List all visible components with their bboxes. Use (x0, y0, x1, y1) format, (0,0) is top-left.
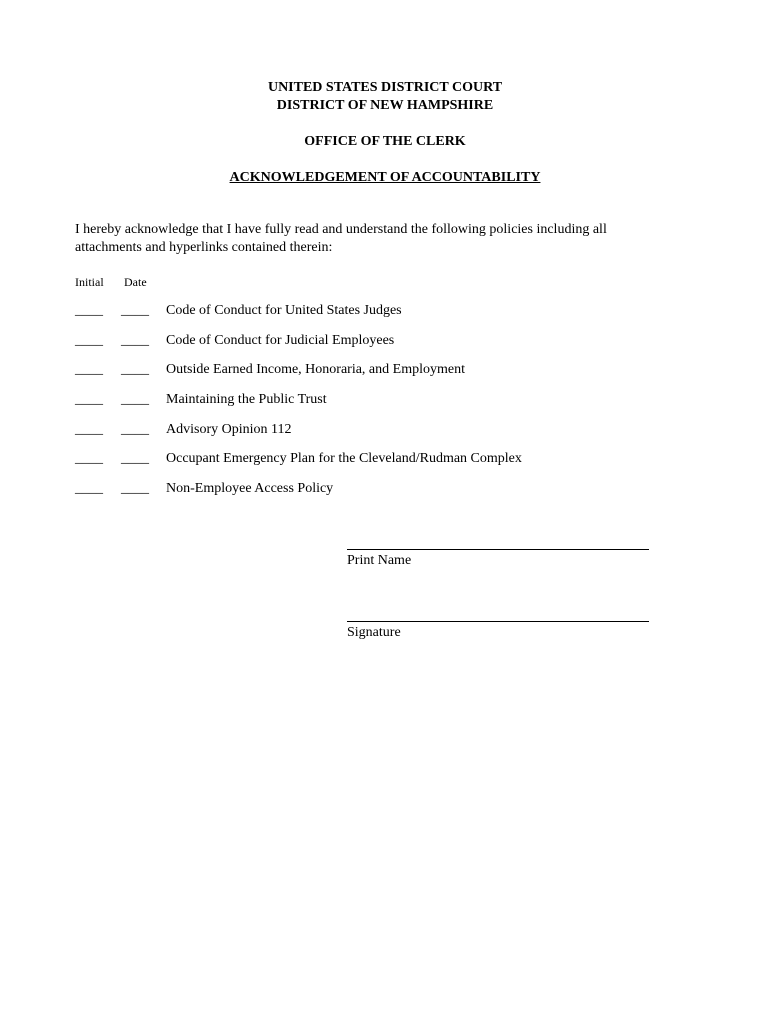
initial-blank[interactable]: ____ (75, 362, 103, 377)
initial-blank[interactable]: ____ (75, 451, 103, 466)
initial-blank[interactable]: ____ (75, 422, 103, 437)
court-name: UNITED STATES DISTRICT COURT (267, 80, 503, 95)
policy-row (75, 480, 675, 500)
policy-label: Advisory Opinion 112 (166, 422, 292, 437)
intro-paragraph (75, 221, 665, 257)
signature-line[interactable] (347, 621, 649, 622)
date-blank[interactable]: ____ (121, 303, 149, 318)
policy-label: Code of Conduct for Judicial Employees (166, 333, 395, 348)
policy-row (75, 332, 675, 352)
print-name-label: Print Name (347, 553, 412, 568)
policy-label: Non-Employee Access Policy (166, 481, 334, 496)
policy-row (75, 450, 675, 470)
date-column-header: Date (124, 275, 147, 289)
signature-label: Signature (347, 625, 401, 640)
office-name: OFFICE OF THE CLERK (304, 134, 466, 149)
date-blank[interactable]: ____ (121, 392, 149, 407)
date-blank[interactable]: ____ (121, 481, 149, 496)
initial-blank[interactable]: ____ (75, 303, 103, 318)
policy-row (75, 391, 675, 411)
policy-row (75, 421, 675, 441)
policy-label: Maintaining the Public Trust (166, 392, 327, 407)
document-title: ACKNOWLEDGEMENT OF ACCOUNTABILITY (229, 170, 541, 185)
intro-line-1: I hereby acknowledge that I have fully read and understand the following policies including all (75, 222, 607, 237)
policy-row (75, 302, 675, 322)
initial-blank[interactable]: ____ (75, 392, 103, 407)
print-name-line[interactable] (347, 549, 649, 550)
initial-blank[interactable]: ____ (75, 333, 103, 348)
print-name-block (347, 549, 649, 570)
intro-line-2: attachments and hyperlinks contained therein: (75, 240, 333, 255)
date-blank[interactable]: ____ (121, 451, 149, 466)
date-blank[interactable]: ____ (121, 362, 149, 377)
initial-column-header: Initial (75, 275, 104, 289)
policy-label: Occupant Emergency Plan for the Cleveland/Rudman Complex (166, 451, 522, 466)
district-name: DISTRICT OF NEW HAMPSHIRE (276, 98, 494, 113)
date-blank[interactable]: ____ (121, 422, 149, 437)
policy-row (75, 361, 675, 381)
signature-block (347, 621, 649, 642)
date-blank[interactable]: ____ (121, 333, 149, 348)
policy-label: Outside Earned Income, Honoraria, and Employment (166, 362, 465, 377)
initial-blank[interactable]: ____ (75, 481, 103, 496)
policy-label: Code of Conduct for United States Judges (166, 303, 402, 318)
